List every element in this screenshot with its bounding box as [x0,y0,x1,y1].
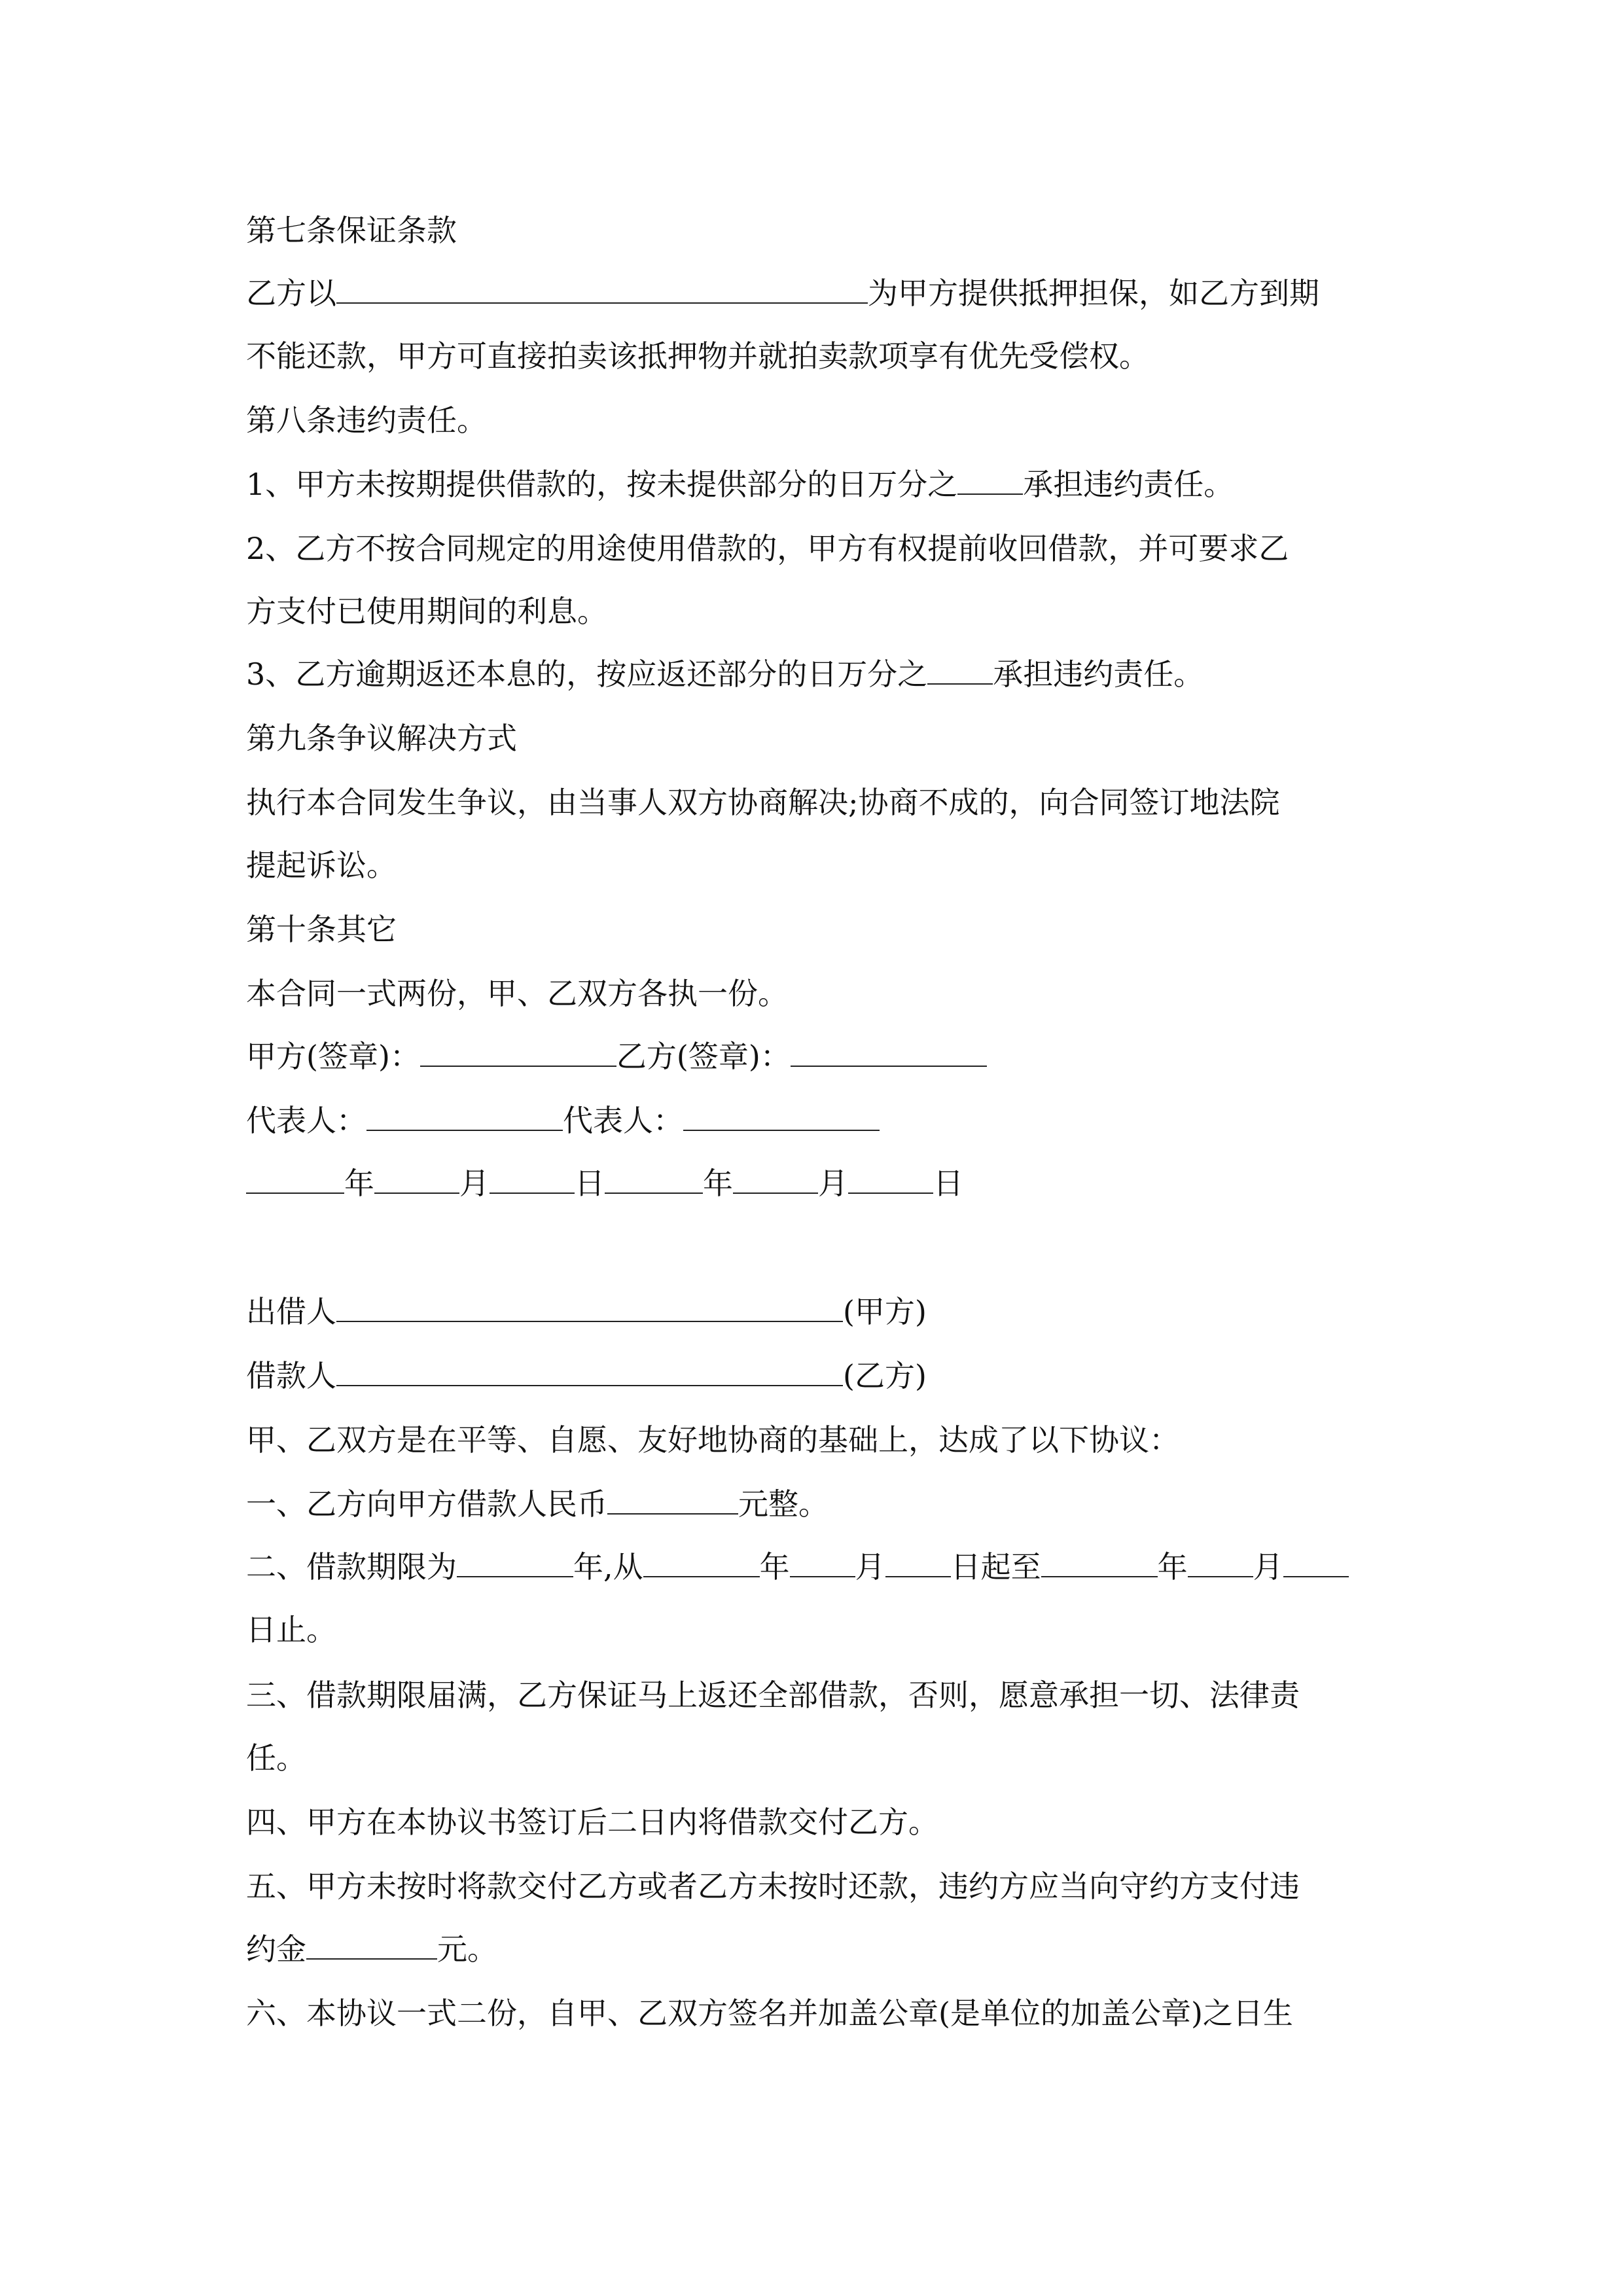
article-9-paragraph-line-2 [246,846,397,885]
text: (甲方) [843,1294,927,1329]
text: 1、甲方未按期提供借款的，按未提供部分的日万分之 [246,467,958,502]
text: 第十条其它 [246,912,397,947]
text: 2、乙方不按合同规定的用途使用借款的，甲方有权提前收回借款，并可要求乙 [246,531,1289,566]
text: 乙方以 [246,276,336,311]
text: (乙方) [843,1358,927,1393]
text: 日起至 [950,1549,1041,1585]
text: 元整。 [738,1486,829,1522]
text: 借款人 [246,1358,336,1393]
text: 3、乙方逾期返还本息的，按应返还部分的日万分之 [246,656,928,692]
article-8-item-3 [246,655,1204,694]
clause-5-line-2 [246,1929,497,1969]
agreement-intro [246,1420,1179,1460]
clause-5-line-1 [246,1867,1300,1906]
article-7-title [246,211,457,250]
party-b-representative-blank [683,1103,880,1131]
article-9-title [246,719,517,758]
end-year-blank [1041,1550,1158,1577]
text: 年 [759,1549,790,1585]
article-10-title [246,910,397,949]
clause-3-line-1 [246,1676,1300,1715]
year-blank [605,1166,703,1194]
text: 月 [855,1549,885,1585]
day-blank [848,1166,933,1194]
text: 第九条争议解决方式 [246,721,517,756]
text: 年 [344,1166,374,1201]
article-9-paragraph-line-1 [246,783,1280,822]
text: 日止。 [246,1612,336,1647]
text: 约金 [246,1931,306,1967]
text: 年 [1157,1549,1188,1585]
lender-line [246,1292,927,1331]
representative-line [246,1101,880,1140]
article-8-item-2-line-2 [246,592,607,631]
text: 承担违约责任。 [1023,467,1234,502]
text: 不能还款，甲方可直接拍卖该抵押物并就拍卖款项享有优先受偿权。 [246,338,1149,374]
month-blank [733,1166,818,1194]
text: 方支付已使用期间的利息。 [246,594,607,629]
article-7-title-text: 第七条保证条款 [246,213,457,248]
article-10-paragraph [246,974,788,1013]
clause-1 [246,1484,829,1524]
text: 月 [818,1166,848,1201]
party-a-signature-label: 甲方(签章)： [246,1039,420,1074]
party-a-signature-blank [420,1039,616,1067]
article-8-item-1 [246,465,1234,504]
article-8-title [246,401,487,440]
text: 年,从 [573,1549,643,1585]
text: 六、本协议一式二份，自甲、乙双方签名并加盖公章(是单位的加盖公章)之日生 [246,1996,1293,2031]
clause-2-line-1 [246,1547,1349,1587]
text: 任。 [246,1740,306,1776]
end-month-blank [1188,1550,1253,1577]
signature-line [246,1037,987,1076]
text: 日 [933,1166,963,1201]
party-b-signature-label: 乙方(签章)： [616,1039,791,1074]
party-a-representative-blank [366,1103,563,1131]
penalty-rate-blank [957,467,1023,495]
text: 承担违约责任。 [993,656,1204,692]
text: 月 [459,1166,490,1201]
term-years-blank [457,1550,573,1577]
pledge-blank [336,276,868,304]
year-blank [246,1166,344,1194]
clause-4 [246,1803,938,1842]
text: 为甲方提供抵押担保，如乙方到期 [868,276,1319,311]
start-day-blank [885,1550,951,1577]
text: 二、借款期限为 [246,1549,457,1585]
borrower-line [246,1356,927,1395]
day-blank [490,1166,575,1194]
text: 执行本合同发生争议，由当事人双方协商解决;协商不成的，向合同签订地法院 [246,785,1280,820]
article-8-item-2-line-1 [246,529,1289,568]
lender-name-blank [336,1295,843,1322]
party-b-signature-blank [791,1039,987,1067]
text: 三、借款期限届满，乙方保证马上返还全部借款，否则，愿意承担一切、法律责 [246,1677,1300,1713]
start-year-blank [643,1550,760,1577]
text: 月 [1253,1549,1283,1585]
month-blank [374,1166,459,1194]
article-7-paragraph-line-1 [246,274,1319,313]
party-a-representative-label: 代表人： [246,1103,366,1138]
amount-blank [607,1487,738,1515]
article-7-paragraph-line-2 [246,336,1149,376]
text: 年 [703,1166,733,1201]
party-b-representative-label: 代表人： [563,1103,683,1138]
clause-2-line-2 [246,1610,336,1649]
text: 第八条违约责任。 [246,403,487,438]
text: 四、甲方在本协议书签订后二日内将借款交付乙方。 [246,1804,938,1840]
text: 本合同一式两份，甲、乙双方各执一份。 [246,976,788,1011]
text: 五、甲方未按时将款交付乙方或者乙方未按时还款，违约方应当向守约方支付违 [246,1869,1300,1904]
text: 出借人 [246,1294,336,1329]
end-day-blank [1283,1550,1349,1577]
penalty-amount-blank [306,1932,437,1960]
start-month-blank [790,1550,855,1577]
text: 提起诉讼。 [246,848,397,883]
clause-3-line-2 [246,1738,306,1778]
text: 甲、乙双方是在平等、自愿、友好地协商的基础上，达成了以下协议： [246,1422,1179,1458]
text: 元。 [437,1931,497,1967]
clause-6 [246,1994,1293,2033]
overdue-rate-blank [927,657,993,685]
text: 日 [575,1166,605,1201]
borrower-name-blank [336,1359,843,1386]
text: 一、乙方向甲方借款人民币 [246,1486,607,1522]
date-line [246,1164,963,1203]
